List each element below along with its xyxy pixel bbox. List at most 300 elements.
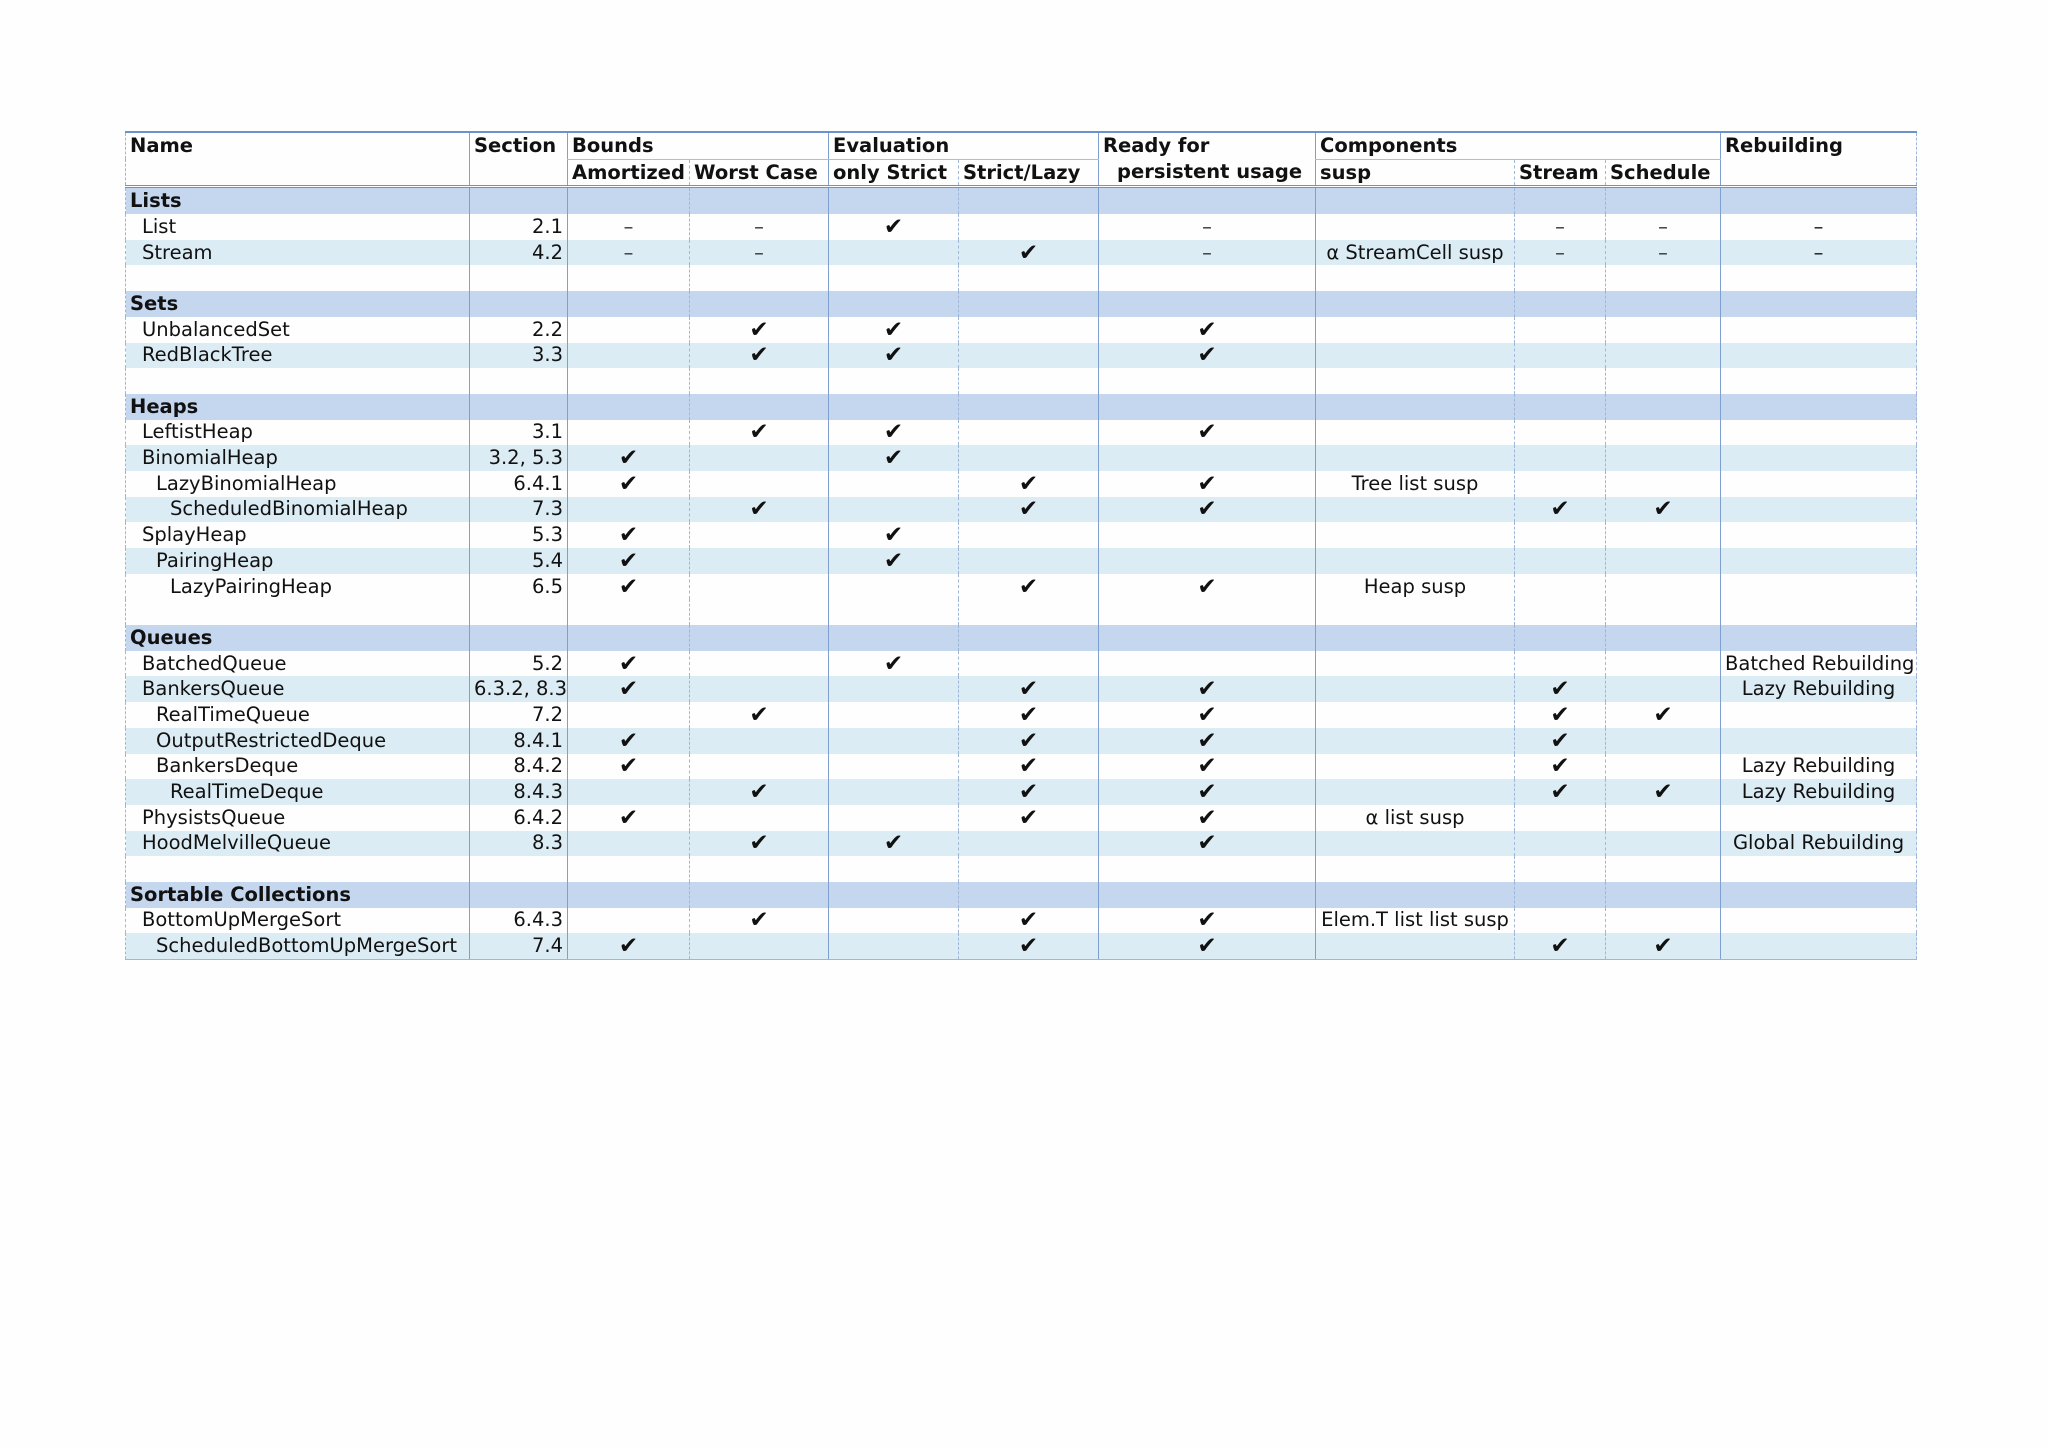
cell-susp: α StreamCell susp xyxy=(1316,240,1515,266)
table-row xyxy=(126,779,1917,805)
cell-worst-case xyxy=(690,471,829,497)
check-icon: ✔ xyxy=(568,445,690,471)
category-cell xyxy=(1721,882,1917,908)
category-cell xyxy=(470,394,568,420)
empty-cell xyxy=(1515,599,1606,625)
cell-schedule xyxy=(1606,831,1721,857)
cell-susp xyxy=(1316,754,1515,780)
check-icon: ✔ xyxy=(568,471,690,497)
empty-cell xyxy=(1316,856,1515,882)
spacer-row xyxy=(126,599,1917,625)
category-cell xyxy=(1606,187,1721,214)
cell-name: BankersQueue xyxy=(126,676,470,702)
category-cell xyxy=(690,187,829,214)
check-icon: ✔ xyxy=(568,728,690,754)
empty-cell xyxy=(126,856,470,882)
cell-amortized xyxy=(568,702,690,728)
table-row xyxy=(126,445,1917,471)
header-bounds: Bounds xyxy=(568,132,829,159)
category-cell xyxy=(1515,187,1606,214)
check-icon: ✔ xyxy=(829,317,959,343)
category-cell xyxy=(1099,291,1316,317)
category-cell xyxy=(959,187,1099,214)
cell-rebuilding xyxy=(1721,702,1917,728)
cell-name: SplayHeap xyxy=(126,522,470,548)
check-icon: ✔ xyxy=(1606,497,1721,523)
category-cell xyxy=(959,394,1099,420)
header-section: Section xyxy=(470,132,568,159)
category-cell xyxy=(568,291,690,317)
header-evaluation: Evaluation xyxy=(829,132,1099,159)
cell-rebuilding xyxy=(1721,343,1917,369)
category-row xyxy=(126,187,1917,214)
check-icon: ✔ xyxy=(959,497,1099,523)
category-cell xyxy=(829,187,959,214)
category-cell xyxy=(1721,291,1917,317)
check-icon: ✔ xyxy=(829,548,959,574)
empty-cell xyxy=(470,856,568,882)
check-icon: ✔ xyxy=(1515,933,1606,959)
cell-schedule xyxy=(1606,548,1721,574)
category-cell xyxy=(1515,882,1606,908)
cell-stream xyxy=(1515,574,1606,600)
check-icon: ✔ xyxy=(568,548,690,574)
cell-stream xyxy=(1515,471,1606,497)
empty-cell xyxy=(1721,368,1917,394)
cell-section: 7.4 xyxy=(470,933,568,959)
cell-name: LeftistHeap xyxy=(126,420,470,446)
cell-name: LazyPairingHeap xyxy=(126,574,470,600)
check-icon: ✔ xyxy=(1099,497,1316,523)
check-icon: ✔ xyxy=(1515,779,1606,805)
cell-susp xyxy=(1316,420,1515,446)
empty-cell xyxy=(1606,368,1721,394)
cell-schedule xyxy=(1606,651,1721,677)
cell-susp: Tree list susp xyxy=(1316,471,1515,497)
cell-name: RealTimeDeque xyxy=(126,779,470,805)
header-components: Components xyxy=(1316,132,1721,159)
category-cell xyxy=(1099,187,1316,214)
cell-susp xyxy=(1316,651,1515,677)
category-cell xyxy=(690,291,829,317)
empty-cell xyxy=(470,265,568,291)
cell-section: 6.3.2, 8.3 xyxy=(470,676,568,702)
table-row xyxy=(126,420,1917,446)
cell-worst-case xyxy=(690,728,829,754)
check-icon: ✔ xyxy=(568,676,690,702)
cell-strict-lazy xyxy=(959,317,1099,343)
cell-persistent xyxy=(1099,651,1316,677)
cell-susp xyxy=(1316,728,1515,754)
header-name-empty xyxy=(126,159,470,187)
cell-worst-case xyxy=(690,522,829,548)
check-icon: ✔ xyxy=(1515,728,1606,754)
cell-susp xyxy=(1316,676,1515,702)
cell-schedule xyxy=(1606,420,1721,446)
cell-section: 8.4.3 xyxy=(470,779,568,805)
category-label: Sortable Collections xyxy=(126,882,470,908)
cell-rebuilding: Lazy Rebuilding xyxy=(1721,676,1917,702)
check-icon: ✔ xyxy=(959,574,1099,600)
category-cell xyxy=(1316,291,1515,317)
cell-strict-lazy xyxy=(959,420,1099,446)
check-icon: ✔ xyxy=(1099,754,1316,780)
check-icon: ✔ xyxy=(1099,317,1316,343)
cell-schedule xyxy=(1606,522,1721,548)
cell-susp xyxy=(1316,214,1515,240)
check-icon: ✔ xyxy=(690,343,829,369)
empty-cell xyxy=(690,856,829,882)
table-row xyxy=(126,548,1917,574)
category-cell xyxy=(959,882,1099,908)
cell-susp: α list susp xyxy=(1316,805,1515,831)
cell-only-strict xyxy=(829,702,959,728)
cell-strict-lazy xyxy=(959,214,1099,240)
empty-cell xyxy=(690,368,829,394)
cell-only-strict xyxy=(829,908,959,934)
header-stream: Stream xyxy=(1515,159,1606,187)
cell-name: BankersDeque xyxy=(126,754,470,780)
header-rebuilding: Rebuilding xyxy=(1721,132,1917,159)
empty-cell xyxy=(1515,856,1606,882)
cell-stream xyxy=(1515,317,1606,343)
cell-section: 6.5 xyxy=(470,574,568,600)
check-icon: ✔ xyxy=(1515,676,1606,702)
header-susp: susp xyxy=(1316,159,1515,187)
cell-schedule xyxy=(1606,574,1721,600)
header-amortized: Amortized xyxy=(568,159,690,187)
cell-susp xyxy=(1316,779,1515,805)
cell-strict-lazy xyxy=(959,548,1099,574)
check-icon: ✔ xyxy=(1099,779,1316,805)
cell-only-strict xyxy=(829,574,959,600)
cell-only-strict xyxy=(829,497,959,523)
cell-section: 6.4.3 xyxy=(470,908,568,934)
cell-schedule xyxy=(1606,445,1721,471)
cell-name: OutputRestrictedDeque xyxy=(126,728,470,754)
cell-susp xyxy=(1316,445,1515,471)
cell-rebuilding: Lazy Rebuilding xyxy=(1721,754,1917,780)
cell-strict-lazy xyxy=(959,831,1099,857)
cell-section: 5.2 xyxy=(470,651,568,677)
check-icon: ✔ xyxy=(690,831,829,857)
check-icon: ✔ xyxy=(959,779,1099,805)
check-icon: ✔ xyxy=(690,317,829,343)
cell-name: HoodMelvilleQueue xyxy=(126,831,470,857)
category-label: Lists xyxy=(126,187,470,214)
dash-mark: – xyxy=(1515,240,1606,266)
cell-rebuilding xyxy=(1721,471,1917,497)
category-cell xyxy=(1316,187,1515,214)
check-icon: ✔ xyxy=(829,214,959,240)
empty-cell xyxy=(1099,368,1316,394)
cell-rebuilding xyxy=(1721,497,1917,523)
check-icon: ✔ xyxy=(959,805,1099,831)
dash-mark: – xyxy=(690,240,829,266)
cell-worst-case xyxy=(690,548,829,574)
spacer-row xyxy=(126,368,1917,394)
cell-worst-case xyxy=(690,574,829,600)
cell-persistent xyxy=(1099,445,1316,471)
cell-only-strict xyxy=(829,676,959,702)
check-icon: ✔ xyxy=(1099,420,1316,446)
category-cell xyxy=(1316,394,1515,420)
category-label: Queues xyxy=(126,625,470,651)
cell-amortized xyxy=(568,831,690,857)
cell-section: 5.4 xyxy=(470,548,568,574)
category-cell xyxy=(568,882,690,908)
category-cell xyxy=(959,625,1099,651)
cell-schedule xyxy=(1606,676,1721,702)
empty-cell xyxy=(1721,265,1917,291)
cell-name: PairingHeap xyxy=(126,548,470,574)
cell-section: 4.2 xyxy=(470,240,568,266)
check-icon: ✔ xyxy=(829,522,959,548)
check-icon: ✔ xyxy=(1515,497,1606,523)
header-row-1 xyxy=(126,132,1917,159)
cell-only-strict xyxy=(829,805,959,831)
check-icon: ✔ xyxy=(959,754,1099,780)
category-cell xyxy=(1099,882,1316,908)
empty-cell xyxy=(829,265,959,291)
check-icon: ✔ xyxy=(829,445,959,471)
category-cell xyxy=(1099,394,1316,420)
header-worst-case: Worst Case xyxy=(690,159,829,187)
cell-susp xyxy=(1316,343,1515,369)
cell-name: BottomUpMergeSort xyxy=(126,908,470,934)
category-cell xyxy=(1606,882,1721,908)
cell-amortized xyxy=(568,497,690,523)
cell-susp xyxy=(1316,702,1515,728)
cell-worst-case xyxy=(690,754,829,780)
table-body xyxy=(126,187,1917,960)
check-icon: ✔ xyxy=(1515,702,1606,728)
category-cell xyxy=(829,882,959,908)
empty-cell xyxy=(829,856,959,882)
table-row xyxy=(126,214,1917,240)
category-label: Heaps xyxy=(126,394,470,420)
category-cell xyxy=(568,187,690,214)
cell-stream xyxy=(1515,445,1606,471)
cell-rebuilding xyxy=(1721,908,1917,934)
empty-cell xyxy=(1721,599,1917,625)
empty-cell xyxy=(568,856,690,882)
category-cell xyxy=(829,625,959,651)
cell-stream xyxy=(1515,651,1606,677)
empty-cell xyxy=(568,368,690,394)
cell-amortized xyxy=(568,908,690,934)
cell-rebuilding xyxy=(1721,728,1917,754)
empty-cell xyxy=(1316,599,1515,625)
table-row xyxy=(126,933,1917,959)
header-ready-for: Ready for xyxy=(1099,132,1316,159)
header-rebuilding-empty xyxy=(1721,159,1917,187)
cell-susp: Heap susp xyxy=(1316,574,1515,600)
cell-name: LazyBinomialHeap xyxy=(126,471,470,497)
check-icon: ✔ xyxy=(690,779,829,805)
cell-only-strict xyxy=(829,779,959,805)
cell-schedule xyxy=(1606,317,1721,343)
check-icon: ✔ xyxy=(1606,702,1721,728)
cell-section: 8.4.2 xyxy=(470,754,568,780)
cell-stream xyxy=(1515,805,1606,831)
category-cell xyxy=(829,291,959,317)
empty-cell xyxy=(959,599,1099,625)
empty-cell xyxy=(1316,265,1515,291)
check-icon: ✔ xyxy=(1099,343,1316,369)
table-row xyxy=(126,497,1917,523)
cell-section: 6.4.1 xyxy=(470,471,568,497)
empty-cell xyxy=(470,368,568,394)
category-cell xyxy=(690,625,829,651)
cell-only-strict xyxy=(829,471,959,497)
cell-section: 7.2 xyxy=(470,702,568,728)
cell-section: 2.1 xyxy=(470,214,568,240)
header-strict-lazy: Strict/Lazy xyxy=(959,159,1099,187)
table-row xyxy=(126,831,1917,857)
category-row xyxy=(126,625,1917,651)
check-icon: ✔ xyxy=(568,522,690,548)
cell-stream xyxy=(1515,548,1606,574)
cell-worst-case xyxy=(690,805,829,831)
header-only-strict: only Strict xyxy=(829,159,959,187)
empty-cell xyxy=(690,599,829,625)
category-cell xyxy=(1606,394,1721,420)
cell-only-strict xyxy=(829,728,959,754)
cell-rebuilding xyxy=(1721,933,1917,959)
dash-mark: – xyxy=(1606,214,1721,240)
check-icon: ✔ xyxy=(1099,676,1316,702)
cell-rebuilding xyxy=(1721,548,1917,574)
empty-cell xyxy=(126,265,470,291)
check-icon: ✔ xyxy=(1099,908,1316,934)
cell-schedule xyxy=(1606,908,1721,934)
empty-cell xyxy=(829,599,959,625)
category-cell xyxy=(1316,882,1515,908)
category-cell xyxy=(470,882,568,908)
category-cell xyxy=(1721,625,1917,651)
cell-section: 7.3 xyxy=(470,497,568,523)
table-row xyxy=(126,908,1917,934)
empty-cell xyxy=(959,368,1099,394)
cell-name: List xyxy=(126,214,470,240)
check-icon: ✔ xyxy=(959,908,1099,934)
cell-rebuilding: Batched Rebuilding xyxy=(1721,651,1917,677)
cell-only-strict xyxy=(829,754,959,780)
header-persistent-usage: persistent usage xyxy=(1099,159,1316,187)
cell-name: Stream xyxy=(126,240,470,266)
cell-name: BinomialHeap xyxy=(126,445,470,471)
category-cell xyxy=(959,291,1099,317)
cell-section: 3.2, 5.3 xyxy=(470,445,568,471)
check-icon: ✔ xyxy=(690,420,829,446)
cell-strict-lazy xyxy=(959,651,1099,677)
empty-cell xyxy=(1606,856,1721,882)
empty-cell xyxy=(1316,368,1515,394)
table-row xyxy=(126,805,1917,831)
cell-name: PhysistsQueue xyxy=(126,805,470,831)
empty-cell xyxy=(690,265,829,291)
category-cell xyxy=(1721,394,1917,420)
cell-amortized xyxy=(568,317,690,343)
cell-susp: Elem.T list list susp xyxy=(1316,908,1515,934)
category-cell xyxy=(1606,625,1721,651)
empty-cell xyxy=(1515,265,1606,291)
check-icon: ✔ xyxy=(1099,728,1316,754)
cell-susp xyxy=(1316,317,1515,343)
table-row xyxy=(126,728,1917,754)
cell-persistent xyxy=(1099,548,1316,574)
cell-stream xyxy=(1515,343,1606,369)
table-row xyxy=(126,676,1917,702)
check-icon: ✔ xyxy=(690,702,829,728)
check-icon: ✔ xyxy=(1606,933,1721,959)
empty-cell xyxy=(126,368,470,394)
empty-cell xyxy=(959,856,1099,882)
cell-name: RedBlackTree xyxy=(126,343,470,369)
dash-mark: – xyxy=(1099,240,1316,266)
table-row xyxy=(126,754,1917,780)
cell-name: UnbalancedSet xyxy=(126,317,470,343)
table-row xyxy=(126,522,1917,548)
category-cell xyxy=(1721,187,1917,214)
check-icon: ✔ xyxy=(568,574,690,600)
cell-strict-lazy xyxy=(959,445,1099,471)
cell-rebuilding xyxy=(1721,574,1917,600)
check-icon: ✔ xyxy=(829,420,959,446)
cell-rebuilding: Lazy Rebuilding xyxy=(1721,779,1917,805)
cell-schedule xyxy=(1606,754,1721,780)
cell-stream xyxy=(1515,908,1606,934)
cell-stream xyxy=(1515,522,1606,548)
cell-rebuilding xyxy=(1721,522,1917,548)
spacer-row xyxy=(126,856,1917,882)
table-row xyxy=(126,317,1917,343)
empty-cell xyxy=(126,599,470,625)
cell-schedule xyxy=(1606,805,1721,831)
check-icon: ✔ xyxy=(829,651,959,677)
cell-stream xyxy=(1515,420,1606,446)
check-icon: ✔ xyxy=(690,908,829,934)
cell-schedule xyxy=(1606,471,1721,497)
dash-mark: – xyxy=(1515,214,1606,240)
table-row xyxy=(126,651,1917,677)
category-cell xyxy=(690,882,829,908)
check-icon: ✔ xyxy=(959,240,1099,266)
check-icon: ✔ xyxy=(829,831,959,857)
cell-section: 5.3 xyxy=(470,522,568,548)
check-icon: ✔ xyxy=(1099,574,1316,600)
empty-cell xyxy=(1099,856,1316,882)
cell-rebuilding: – xyxy=(1721,240,1917,266)
cell-worst-case xyxy=(690,933,829,959)
dash-mark: – xyxy=(568,214,690,240)
cell-amortized xyxy=(568,343,690,369)
dash-mark: – xyxy=(690,214,829,240)
cell-name: BatchedQueue xyxy=(126,651,470,677)
category-cell xyxy=(470,291,568,317)
category-cell xyxy=(1606,291,1721,317)
cell-susp xyxy=(1316,497,1515,523)
cell-schedule xyxy=(1606,343,1721,369)
category-label: Sets xyxy=(126,291,470,317)
check-icon: ✔ xyxy=(568,754,690,780)
cell-strict-lazy xyxy=(959,522,1099,548)
cell-rebuilding xyxy=(1721,805,1917,831)
header-section-empty xyxy=(470,159,568,187)
check-icon: ✔ xyxy=(959,676,1099,702)
cell-rebuilding xyxy=(1721,317,1917,343)
